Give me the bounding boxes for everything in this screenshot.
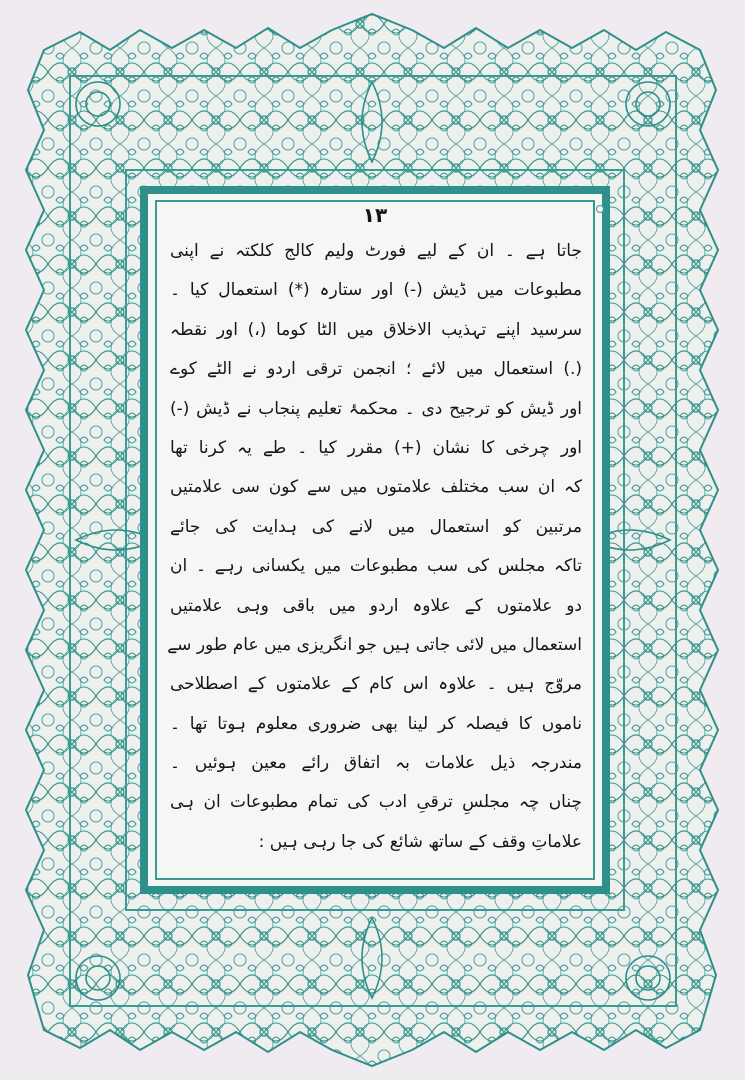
frame-dot-ornament: [596, 205, 604, 213]
text-line: تاکہ مجلس کی سب مطبوعات میں یکسانی رہے ۔ ان: [170, 556, 582, 577]
text-line: اور چرخی کا نشان (+) مقرر کیا ۔ طے یہ کرنا تھا: [170, 437, 582, 458]
text-line: مرتبین کو استعمال میں لانے کی ہدایت کی جائے: [170, 516, 582, 537]
text-line: جاتا ہے ۔ ان کے لیے فورٹ ولیم کالج کلکتہ نے اپنی: [170, 241, 582, 261]
page-number: ۱۳: [362, 203, 388, 227]
text-line: علاماتِ وقف کے ساتھ شائع کی جا رہی ہیں :: [258, 831, 582, 852]
text-line: کہ ان سب مختلف علامتوں میں سے کون سی علامتیں: [170, 477, 582, 498]
text-line: استعمال میں لائی جاتی ہیں جو انگریزی میں عام طور سے: [167, 634, 582, 655]
text-line: دو علامتوں کے علاوہ اردو میں باقی وہی علامتیں: [170, 595, 582, 616]
text-line: مندرجہ ذیل علامات بہ اتفاق رائے معین ہوئیں ۔: [170, 753, 582, 774]
text-line: سرسید اپنے تہذیب الاخلاق میں الٹا کوما (،) اور نقطہ: [170, 319, 582, 340]
text-line: چناں چہ مجلسِ ترقیِ ادب کی تمام مطبوعات ان ہی: [170, 792, 582, 813]
page-text-block: [160, 196, 590, 876]
text-line: ناموں کا فیصلہ کر لینا بھی ضروری معلوم ہوتا تھا ۔: [170, 713, 582, 734]
text-line: مطبوعات میں ڈیش (-) اور ستارہ (*) استعمال کیا ۔: [170, 280, 582, 301]
text-line: (.) استعمال میں لائے ؛ انجمن ترقی اردو نے الٹے کوے: [170, 359, 582, 380]
text-line: اور ڈیش کو ترجیح دی ۔ محکمۂ تعلیم پنجاب نے ڈیش (-): [170, 398, 582, 419]
text-line: مروّج ہیں ۔ علاوہ اس کام کے علامتوں کے اصطلاحی: [170, 674, 582, 695]
